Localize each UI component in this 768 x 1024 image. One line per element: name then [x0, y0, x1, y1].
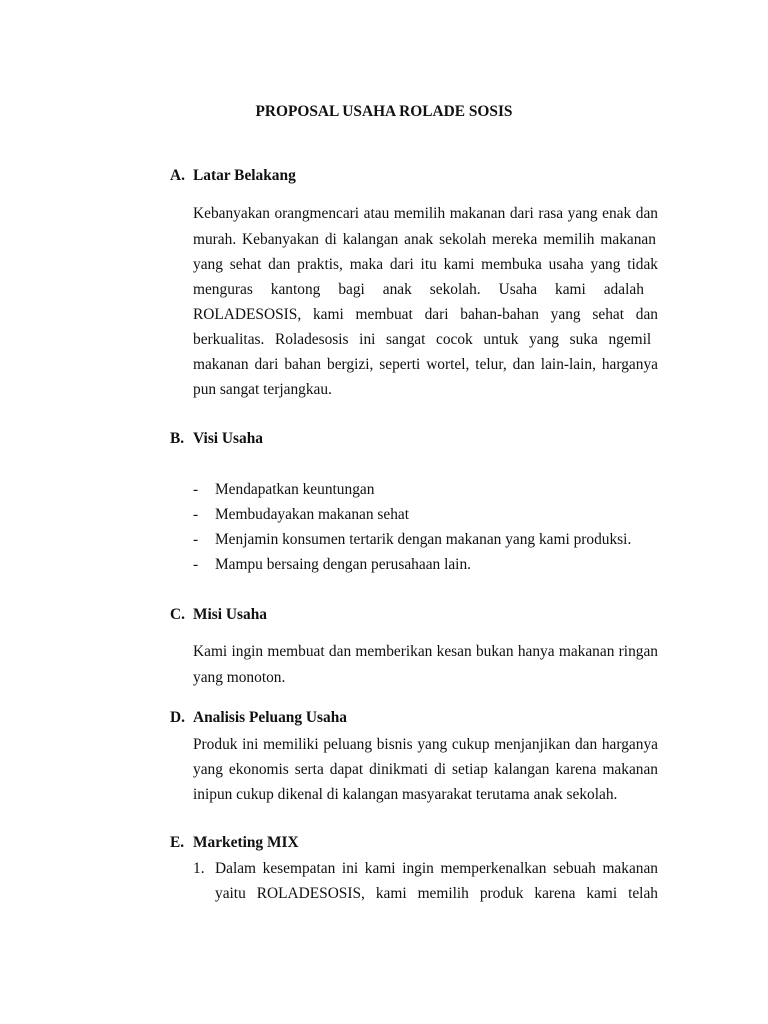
bullet-dash: - — [193, 506, 199, 523]
section-c-letter: C. — [170, 606, 185, 623]
paragraph-line: yang ekonomis serta dapat dinikmati di setiap kalangan karena makanan — [193, 761, 658, 778]
document-title: PROPOSAL USAHA ROLADE SOSIS — [255, 103, 513, 120]
section-a-heading: Latar Belakang — [193, 167, 296, 184]
paragraph-line: inipun cukup dikenal di kalangan masyarakat terutama anak sekolah. — [193, 786, 618, 803]
paragraph-line: Produk ini memiliki peluang bisnis yang cukup menjanjikan dan harganya — [193, 736, 658, 753]
bullet-dash: - — [193, 481, 199, 498]
section-d-heading: Analisis Peluang Usaha — [193, 709, 347, 726]
list-item: Mendapatkan keuntungan — [215, 481, 375, 498]
section-c-heading: Misi Usaha — [193, 606, 267, 623]
paragraph-line: Kebanyakan orangmencari atau memilih makanan dari rasa yang enak dan — [193, 205, 658, 222]
paragraph-line: Dalam kesempatan ini kami ingin memperkenalkan sebuah makanan — [215, 860, 658, 877]
bullet-dash: - — [193, 531, 199, 548]
section-b-heading: Visi Usaha — [193, 430, 263, 447]
section-e-heading: Marketing MIX — [193, 834, 299, 851]
paragraph-line: yang monoton. — [193, 669, 286, 686]
section-e-letter: E. — [170, 834, 185, 851]
paragraph-line: ROLADESOSIS, kami membuat dari bahan-bahan yang sehat dan — [193, 306, 658, 323]
paragraph-line: makanan dari bahan bergizi, seperti wortel, telur, dan lain-lain, harganya — [193, 356, 658, 373]
paragraph-line: pun sangat terjangkau. — [193, 381, 332, 398]
paragraph-line: menguras kantong bagi anak sekolah. Usaha kami adalah — [193, 281, 644, 298]
paragraph-line: murah. Kebanyakan di kalangan anak sekolah mereka memilih makanan — [193, 231, 656, 248]
paragraph-line: yaitu ROLADESOSIS, kami memilih produk karena kami telah — [215, 885, 658, 902]
section-d-letter: D. — [170, 709, 185, 726]
paragraph-line: yang sehat dan praktis, maka dari itu kami membuka usaha yang tidak — [193, 256, 658, 273]
list-item: Membudayakan makanan sehat — [215, 506, 410, 523]
section-a-letter: A. — [170, 167, 185, 184]
paragraph-line: Kami ingin membuat dan memberikan kesan bukan hanya makanan ringan — [193, 643, 658, 660]
section-b-letter: B. — [170, 430, 185, 447]
list-number: 1. — [193, 860, 205, 877]
list-item: Menjamin konsumen tertarik dengan makanan yang kami produksi. — [215, 531, 632, 548]
paragraph-line: berkualitas. Roladesosis ini sangat cocok untuk yang suka ngemil — [193, 331, 652, 348]
list-item: Mampu bersaing dengan perusahaan lain. — [215, 556, 471, 573]
bullet-dash: - — [193, 556, 199, 573]
